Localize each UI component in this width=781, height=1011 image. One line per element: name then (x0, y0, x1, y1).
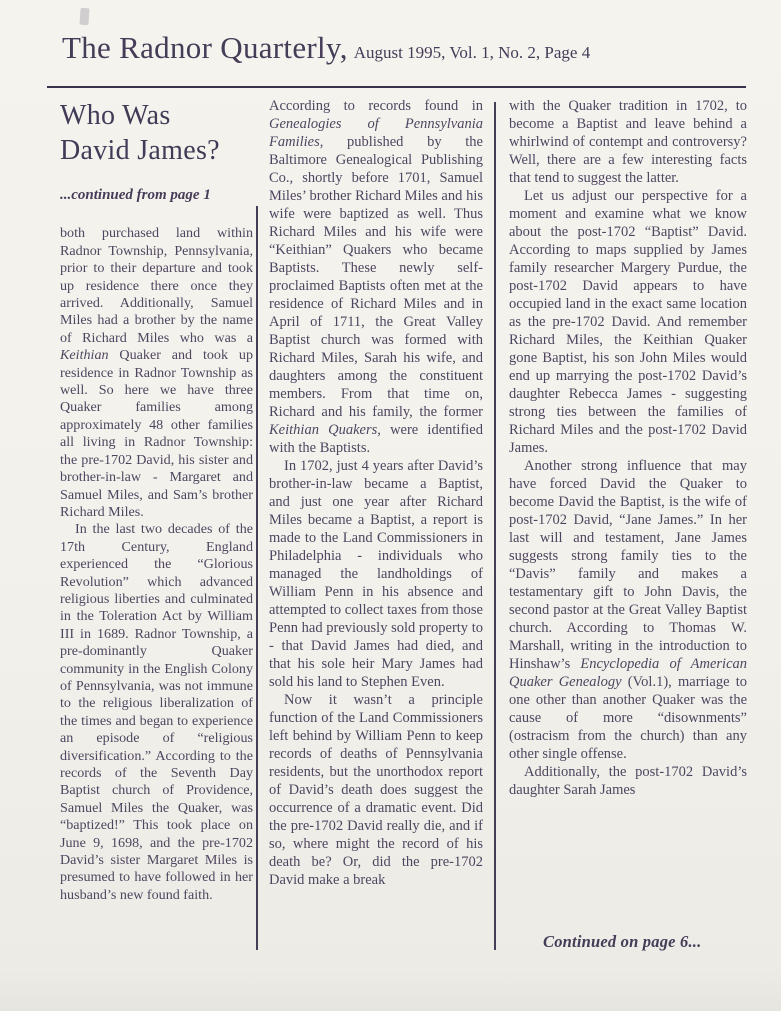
text-segment: Now it wasn’t a principle function of the Land Commissioners left behind by William Penn to keep records of deaths of Pennsylvania residents, but the unorthodox report of David’s death does suggest the occurrence of a dramatic event. Did the pre-1702 David really die, and if so, where might the record of his death be? Or, did the pre-1702 David make a break (269, 692, 483, 888)
text-segment: According to records found in (269, 98, 483, 114)
text-segment: , were identified with the Baptists. (269, 422, 483, 456)
paragraph (60, 521, 253, 904)
text-segment: Keithian (60, 347, 109, 364)
column-3 (509, 97, 747, 799)
paragraph (509, 97, 747, 187)
article-title-line2: David James? (60, 135, 220, 166)
text-segment: In the last two decades of the 17th Century, England experienced the “Glorious Revolution” which advanced religious liberties and culminated in the Toleration Act by William III in 1689. Radnor Township, a pre-dominantly Quaker community in the English Colony of Pennsylvania, was not immune to the religious liberalization of the times and began to experience an episode of “religious diversification.” According to the records of the Seventh Day Baptist church of Providence, Samuel Miles the Quaker, was “baptized!” This took place on June 9, 1698, and the pre-1702 David’s sister Margaret Miles is presumed to have followed in her husband’s new found faith. (60, 521, 253, 903)
continued-from-note: ...continued from page 1 (60, 187, 211, 203)
text-segment: with the Quaker tradition in 1702, to become a Baptist and leave behind a whirlwind of contempt and controversy? Well, there are a few interesting facts that tend to suggest the latter. (509, 98, 747, 186)
paragraph (509, 457, 747, 763)
paragraph (509, 763, 747, 799)
paragraph (269, 457, 483, 691)
text-segment: Quaker and took up residence in Radnor Township as well. So here we have three Quaker families among approximately 48 other families all living in Radnor Township: the pre-1702 David, his sister and brother-in-law - Margaret and Samuel Miles, and Sam’s brother Richard Miles. (60, 347, 253, 520)
text-segment: Keithian Quakers (269, 422, 378, 438)
text-segment: , published by the Baltimore Genealogical Publishing Co., shortly before 1701, Samuel Miles’ brother Richard Miles and his wife were baptized as well. Thus Richard Miles and his wife were “Keithian” Quakers who became Baptists. These newly self-proclaimed Baptists often met at the residence of Richard Miles and in April of 1711, the Great Valley Baptist church was formed with Richard Miles, Sarah his wife, and daughters among the constituent members. From that time on, Richard and his family, the former (269, 134, 483, 420)
article-title (60, 98, 253, 168)
text-segment: Genealogies of Pennsylvania Families (269, 116, 483, 150)
text-segment: Let us adjust our perspective for a moment and examine what we know about the post-1702 “Baptist” David. According to maps supplied by James family researcher Margery Purdue, the post-1702 David appears to have occupied land in the exact same location as the pre-1702 David. And remember Richard Miles, the Keithian Quaker gone Baptist, his son John Miles would end up marrying the post-1702 David’s daughter Rebecca James - suggesting strong ties between the families of Richard Miles and the post-1702 David James. (509, 188, 747, 456)
paragraph (269, 691, 483, 889)
text-segment: Another strong influence that may have forced David the Quaker to become David the Baptist, is the wife of post-1702 David, “Jane James.” In her last will and testament, Jane James suggests strong family ties to the “Davis” family and makes a testamentary gift to John Davis, the second pastor at the Great Valley Baptist church. According to Thomas W. Marshall, writing in the introduction to Hinshaw’s (509, 458, 747, 672)
column-2 (269, 97, 483, 889)
column-divider-1 (256, 206, 258, 950)
header-rule (47, 86, 746, 88)
issue-info: August 1995, Vol. 1, No. 2, Page 4 (353, 43, 591, 62)
masthead (62, 30, 590, 66)
text-segment: both purchased land within Radnor Township, Pennsylvania, prior to their departure and took up residence there once they arrived. Additionally, Samuel Miles had a brother by the name of Richard Miles who was a (60, 225, 253, 346)
newsletter-title: The Radnor Quarterly, (62, 30, 348, 65)
text-segment: (Vol.1), marriage to one other than another Quaker was the cause of more “disownments” (ostracism from the church) than any other single offense. (509, 674, 747, 762)
text-segment: Additionally, the post-1702 David’s daughter Sarah James (509, 764, 747, 798)
paragraph (509, 187, 747, 457)
continued-on-note: Continued on page 6... (543, 932, 702, 951)
paragraph (269, 97, 483, 457)
column-2-text (269, 97, 483, 889)
text-segment: Encyclopedia of American Quaker Genealogy (509, 656, 747, 690)
article-title-line1: Who Was (60, 100, 171, 131)
column-3-text (509, 97, 747, 799)
text-segment: In 1702, just 4 years after David’s brother-in-law became a Baptist, and just one year after Richard Miles became a Baptist, a report is made to the Land Commissioners in Philadelphia - individuals who managed the landholdings of William Penn in his absence and attempted to collect taxes from those Penn had previously sold property to - that David James had died, and that his sole heir Mary James had sold his land to Stephen Even. (269, 458, 483, 690)
column-1 (60, 98, 253, 904)
column-divider-2 (494, 102, 496, 950)
staple-mark (79, 8, 89, 26)
paragraph (60, 225, 253, 521)
column-1-text (60, 225, 253, 904)
